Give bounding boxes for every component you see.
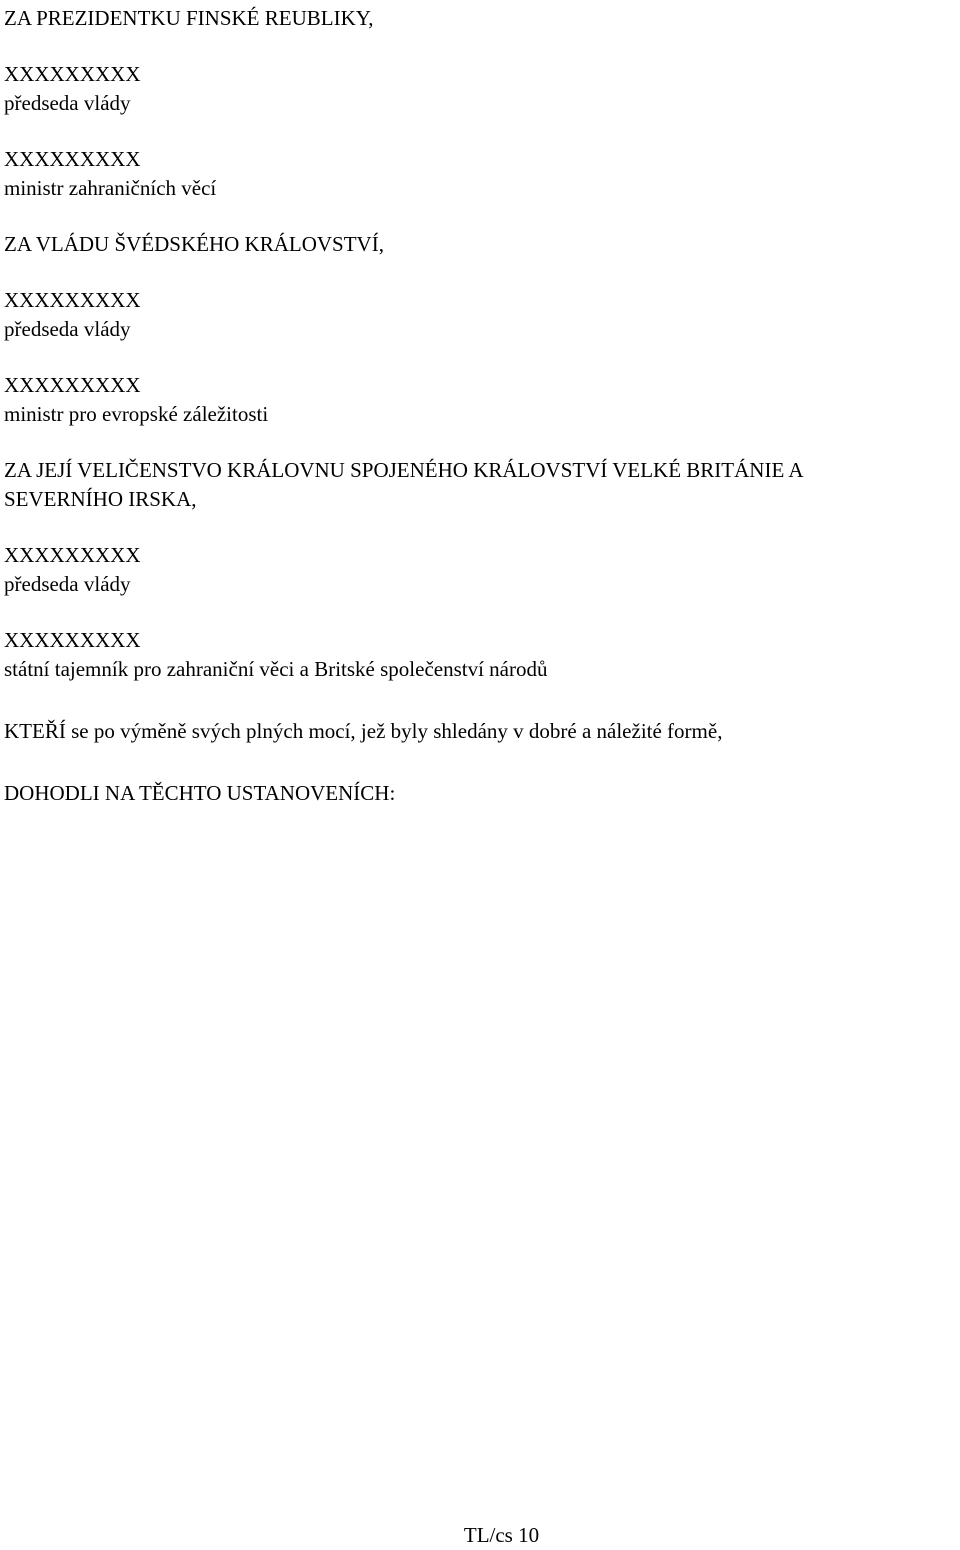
signatory-title: předseda vlády — [4, 317, 131, 341]
signatory-name: XXXXXXXXX — [4, 288, 141, 312]
closing-clause: KTEŘÍ se po výměně svých plných mocí, jež byly shledány v dobré a náležité formě, — [4, 719, 723, 743]
signatory-name: XXXXXXXXX — [4, 62, 141, 86]
signatory-name: XXXXXXXXX — [4, 373, 141, 397]
signatory-title: předseda vlády — [4, 572, 131, 596]
section-heading-line-1: ZA JEJÍ VELIČENSTVO KRÁLOVNU SPOJENÉHO KRÁLOVSTVÍ VELKÉ BRITÁNIE A — [4, 458, 804, 482]
signatory-name: XXXXXXXXX — [4, 543, 141, 567]
document-page — [4, 4, 954, 808]
agreement-statement: DOHODLI NA TĚCHTO USTANOVENÍCH: — [4, 781, 396, 805]
signatory-name: XXXXXXXXX — [4, 628, 141, 652]
signatory-title: státní tajemník pro zahraniční věci a Britské společenství národů — [4, 657, 548, 681]
signatory-title: ministr pro evropské záležitosti — [4, 402, 269, 426]
section-heading-line-2: SEVERNÍHO IRSKA, — [4, 487, 197, 511]
page-footer-reference: TL/cs 10 — [463, 1523, 540, 1547]
signatory-title: předseda vlády — [4, 91, 131, 115]
section-sweden — [4, 230, 954, 429]
closing-block — [4, 717, 954, 808]
section-united-kingdom — [4, 456, 954, 684]
section-finland — [4, 4, 954, 203]
section-heading: ZA PREZIDENTKU FINSKÉ REUBLIKY, — [4, 6, 374, 30]
signatory-name: XXXXXXXXX — [4, 147, 141, 171]
signatory-title: ministr zahraničních věcí — [4, 176, 217, 200]
section-heading: ZA VLÁDU ŠVÉDSKÉHO KRÁLOVSTVÍ, — [4, 232, 384, 256]
